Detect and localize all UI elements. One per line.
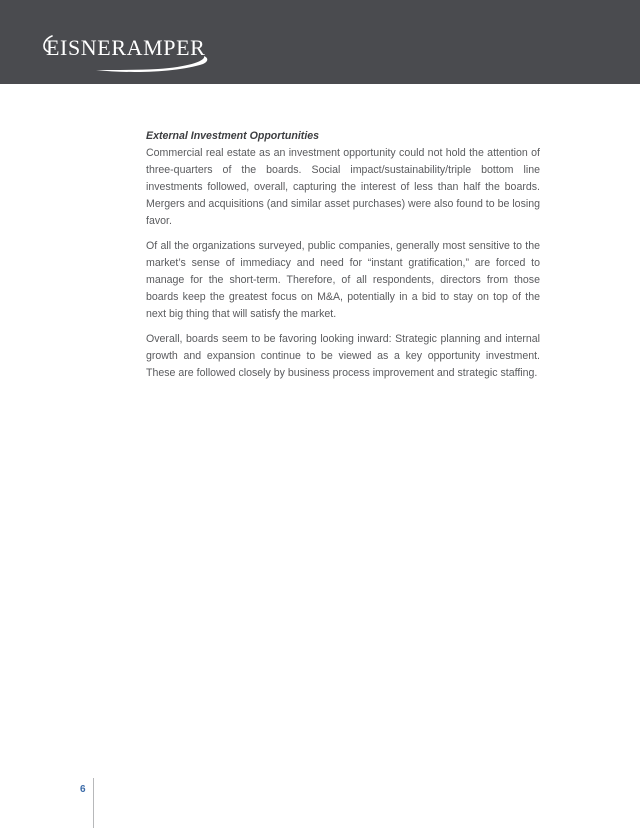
brand-wordmark: EISNERAMPER — [46, 35, 206, 60]
header-band — [0, 0, 640, 84]
paragraph: Commercial real estate as an investment opportunity could not hold the attention of three-quarters of the boards. Social impact/sustainability/triple bottom line investments followed, overall, capturing the interest of less than half the boards. Mergers and acquisitions (and similar asset purchases) were also found to be losing favor. — [146, 147, 540, 227]
paragraph: Of all the organizations surveyed, public companies, generally most sensitive to the market’s sense of immediacy and need for “instant gratification,” are forced to manage for the short-term. Therefore, of all respondents, directors from those boards keep the greatest focus on M&A, potentially in a bid to stay on top of the next big thing that will satisfy the market. — [146, 240, 540, 320]
main-content — [146, 128, 540, 390]
paragraph: Overall, boards seem to be favoring looking inward: Strategic planning and internal growth and expansion continue to be viewed as a key opportunity investment. These are followed closely by business process improvement and strategic staffing. — [146, 333, 540, 379]
footer-divider — [93, 778, 94, 828]
eisneramper-logo — [38, 30, 218, 78]
section-title: External Investment Opportunities — [146, 130, 320, 142]
page-number: 6 — [80, 784, 86, 795]
